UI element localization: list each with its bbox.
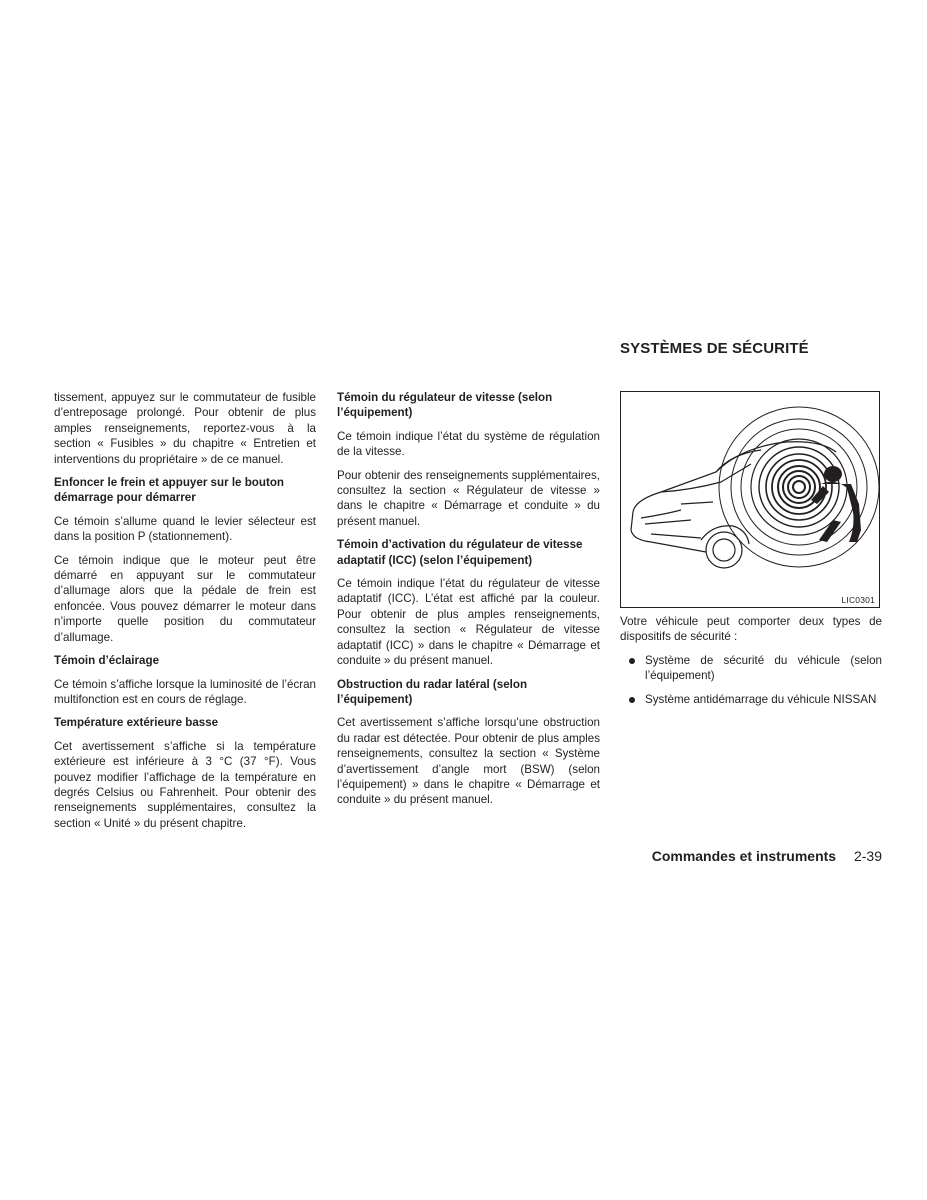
list-item-text: Système de sécurité du véhicule (selon l’équipement) xyxy=(645,653,882,683)
page-footer xyxy=(652,848,882,864)
subheading: Enfoncer le frein et appuyer sur le bouton démarrage pour démarrer xyxy=(54,476,284,505)
paragraph: Ce témoin s’allume quand le levier sélecteur est dans la position P (stationnement). xyxy=(54,514,316,544)
security-illustration xyxy=(620,391,880,608)
right-column xyxy=(620,614,882,715)
paragraph: Cet avertissement s’affiche lorsqu’une obstruction du radar est détectée. Pour obtenir de plus amples renseignements, consultez la section « Système d’avertissement d’angle mort (BSW) (selon l’équipement) » dans le chapitre « Démarrage et conduite » du présent manuel. xyxy=(337,716,600,807)
list-item xyxy=(620,692,882,707)
subheading: Témoin du régulateur de vitesse (selon l’équipement) xyxy=(337,391,553,420)
list-item xyxy=(620,653,882,684)
bullet-icon xyxy=(629,697,635,703)
paragraph: Votre véhicule peut comporter deux types de dispositifs de sécurité : xyxy=(620,615,882,644)
subheading: Température extérieure basse xyxy=(54,716,219,730)
subheading: Témoin d’éclairage xyxy=(54,654,160,668)
paragraph: tissement, appuyez sur le commutateur de fusible d’entreposage prolongé. Pour obtenir de plus amples renseignements, reportez-vous à la section « Fusibles » du chapitre « Entretien et interventions du propriétaire » de ce manuel. xyxy=(54,391,316,466)
page-number: 2-39 xyxy=(853,848,882,864)
figure-code: LIC0301 xyxy=(841,595,875,605)
paragraph: Cet avertissement s’affiche si la température extérieure est inférieure à 3 °C (37 °F). Vous pouvez modifier l’affichage de la température en degrés Celsius ou Fahrenheit. Pour obtenir des renseignements supplémentaires, consultez la section « Unité » du présent chapitre. xyxy=(54,739,316,830)
chapter-name: Commandes et instruments xyxy=(651,848,837,864)
paragraph: Ce témoin indique l’état du régulateur de vitesse adaptatif (ICC). L’état est affiché par la couleur. Pour obtenir de plus amples renseignements, consultez la section « Régulateur de vitesse adaptatif (ICC) » dans le chapitre « Démarrage et conduite » du présent manuel. xyxy=(337,577,600,668)
subheading: Obstruction du radar latéral (selon l’équipement) xyxy=(337,677,528,706)
paragraph: Ce témoin s’affiche lorsque la luminosité de l’écran multifonction est en cours de réglage. xyxy=(54,677,316,706)
paragraph: Pour obtenir des renseignements supplémentaires, consultez la section « Régulateur de vitesse » dans le chapitre « Démarrage et conduite » du présent manuel. xyxy=(337,468,600,528)
list-item-text: Système antidémarrage du véhicule NISSAN xyxy=(645,692,877,706)
bullet-icon xyxy=(629,658,635,664)
car-thief-illustration xyxy=(621,392,879,607)
subheading: Témoin d’activation du régulateur de vitesse adaptatif (ICC) (selon l’équipement) xyxy=(337,538,583,567)
security-systems-list xyxy=(620,653,882,707)
left-column xyxy=(54,390,316,839)
paragraph: Ce témoin indique que le moteur peut être démarré en appuyant sur le commutateur d’allumage alors que la pédale de frein est enfoncée. Vous pouvez démarrer le moteur dans n’importe quelle position du commutateur d’allumage. xyxy=(54,553,316,644)
section-title: SYSTÈMES DE SÉCURITÉ xyxy=(620,340,809,357)
paragraph: Ce témoin indique l’état du système de régulation de la vitesse. xyxy=(337,429,600,459)
middle-column xyxy=(337,390,600,816)
